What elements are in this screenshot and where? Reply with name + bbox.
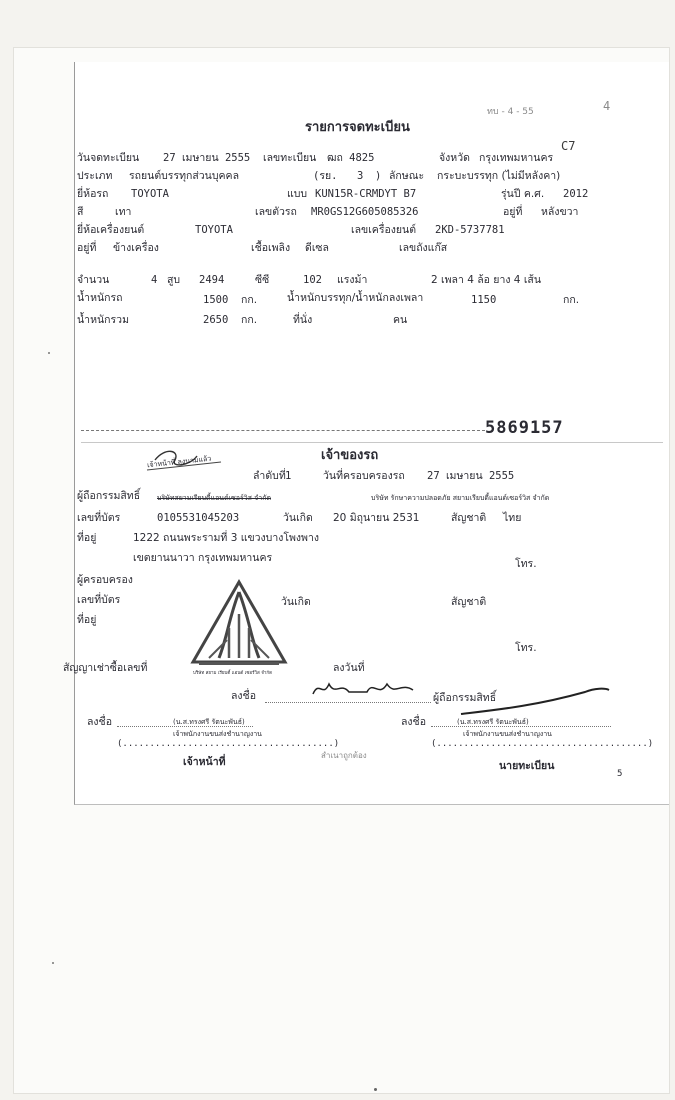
right-officer-title: เจ้าพนักงานขนส่งชำนาญงาน [463,730,552,738]
engine-no-label: เลขเครื่องยนต์ [351,224,417,236]
province-value: กรุงเทพมหานคร [479,152,554,164]
model-label: แบบ [287,188,308,200]
reg-date-label: วันจดทะเบียน [77,152,140,164]
engine-location-value: ข้างเครื่อง [113,242,159,254]
order-label: ลำดับที่ [253,470,286,482]
engine-location-label: อยู่ที่ [77,242,97,254]
owner-sign-role: ผู้ถือกรรมสิทธิ์ [433,692,497,704]
lease-label: สัญญาเช่าซื้อเลขที่ [63,662,148,674]
holder-id-label: เลขที่บัตร [77,594,121,606]
engine-brand-value: TOYOTA [195,224,233,236]
left-officer-title: เจ้าพนักงานขนส่งชำนาญงาน [173,730,262,738]
total-weight-label: น้ำหนักรวม [77,314,129,326]
seat-unit: คน [393,314,408,326]
possess-date-value: 27 เมษายน 2555 [427,470,515,482]
reg-date-value: 27 เมษายน 2555 [163,152,251,164]
nationality-value: ไทย [503,512,522,524]
rb-label: (รย. [313,170,338,182]
model-value: KUN15R-CRMDYT B7 [315,188,417,200]
brand-value: TOYOTA [131,188,169,200]
officer-stamp-text: เจ้าหน้าที่ ลงนามแล้ว [146,454,212,470]
page-number: 4 [603,99,611,113]
owner-struck-name: บริษัทสยามเรียบดี้แอนด์เซอร์วิส จำกัด [157,494,271,502]
reg-no-value: ฒถ 4825 [327,152,375,164]
weight-value: 1500 [203,294,229,306]
color-value: เทา [115,206,132,218]
gas-tank-label: เลขถังแก๊ส [399,242,448,254]
owner-id-label: เลขที่บัตร [77,512,121,524]
owner-name: บริษัท รักษาความปลอดภัย สยามเรียบดี้แอนด์เซอร์วิส จำกัด [371,494,550,502]
center-faint-text: สำเนาถูกต้อง [321,751,367,760]
cylinder-value: 4 [151,274,158,286]
owner-label: ผู้ถือกรรมสิทธิ์ [77,490,141,502]
holder-label: ผู้ครอบครอง [77,574,133,586]
holder-nationality-label: สัญชาติ [451,596,487,608]
owner-signature [309,674,419,704]
type-label: ประเภท [77,170,113,182]
weight-label: น้ำหนักรถ [77,292,123,304]
total-weight-value: 2650 [203,314,229,326]
right-officer-role: นายทะเบียน [499,760,555,772]
weight-unit: กก. [241,294,258,306]
phone-label: โทร. [515,558,537,570]
section-divider [81,430,485,431]
type-value: รถยนต์บรรทุกส่วนบุคคล [129,170,239,182]
province-label: จังหวัด [439,152,470,164]
engine-no-value: 2KD-5737781 [435,224,505,236]
address-line2: เขตยานนาวา กรุงเทพมหานคร [133,552,273,564]
left-bracket-line: (.......................................) [117,739,340,749]
fuel-value: ดีเซล [305,242,329,254]
owner-section-title: เจ้าของรถ [321,448,379,463]
chassis-label: เลขตัวรถ [255,206,297,218]
right-sign-label: ลงชื่อ [401,716,426,728]
chassis-location-label: อยู่ที่ [503,206,523,218]
company-logo-icon [189,578,289,678]
cylinder-unit: สูบ [167,274,181,286]
char-label: ลักษณะ [389,170,425,182]
load-value: 1150 [471,294,497,306]
axle-text: 2 เพลา 4 ล้อ ยาง 4 เส้น [431,274,541,286]
bottom-page-number: 5 [617,769,623,779]
page-title: รายการจดทะเบียน [305,120,410,135]
rb-close: ) [375,170,382,182]
chassis-location-value: หลังขวา [541,206,579,218]
char-value: กระบะบรรทุก (ไม่มีหลังคา) [437,170,561,182]
holder-address-label: ที่อยู่ [77,614,97,626]
holder-birth-label: วันเกิด [281,596,311,608]
hp-value: 102 [303,274,322,286]
handwritten-note: ทบ - 4 - 55 [487,107,534,117]
left-officer-role: เจ้าหน้าที่ [183,756,226,768]
registration-sheet [63,62,669,805]
address-label: ที่อยู่ [77,532,97,544]
engine-brand-label: ยี่ห้อเครื่องยนต์ [77,224,145,236]
lease-date-label: ลงวันที่ [333,662,365,674]
cc-unit: ซีซี [255,274,270,286]
right-officer-name: (น.ส.ทรงศรี รัตนะพันธ์) [457,718,529,726]
rb-value: 3 [357,170,364,182]
birth-value: 20 มิถุนายน 2531 [333,512,420,524]
left-officer-name: (น.ส.ทรงศรี รัตนะพันธ์) [173,718,245,726]
cylinder-label: จำนวน [77,274,110,286]
total-weight-unit: กก. [241,314,258,326]
model-year-label: รุ่นปี ค.ศ. [501,188,545,200]
chassis-value: MR0GS12G605085326 [311,206,419,218]
scan-dot [48,352,50,354]
serial-number: 5869157 [485,418,564,438]
left-sign-label: ลงชื่อ [87,716,112,728]
load-label: น้ำหนักบรรทุก/น้ำหนักลงเพลา [287,292,424,304]
order-value: 1 [285,470,292,482]
scan-dot [374,1088,377,1091]
right-bracket-line: (.......................................) [431,739,654,749]
hp-unit: แรงม้า [337,274,368,286]
address-line1: 1222 ถนนพระรามที่ 3 แขวงบางโพงพาง [133,532,319,544]
handwritten-note-2: C7 [561,139,576,153]
color-label: สี [77,206,84,218]
owner-id-value: 0105531045203 [157,512,240,524]
owner-sign-label: ลงชื่อ [231,690,256,702]
holder-phone-label: โทร. [515,642,537,654]
scan-dot [52,962,54,964]
logo-caption: บริษัท สยาม เรียบดี้ แอนด์ เซอร์วิส จำกัด [193,671,273,676]
birth-label: วันเกิด [283,512,313,524]
possess-date-label: วันที่ครอบครองรถ [323,470,405,482]
model-year-value: 2012 [563,188,589,200]
nationality-label: สัญชาติ [451,512,487,524]
reg-no-label: เลขทะเบียน [263,152,317,164]
cc-value: 2494 [199,274,225,286]
seat-label: ที่นั่ง [293,314,313,326]
load-unit: กก. [563,294,580,306]
brand-label: ยี่ห้อรถ [77,188,109,200]
fuel-label: เชื้อเพลิง [251,242,291,254]
